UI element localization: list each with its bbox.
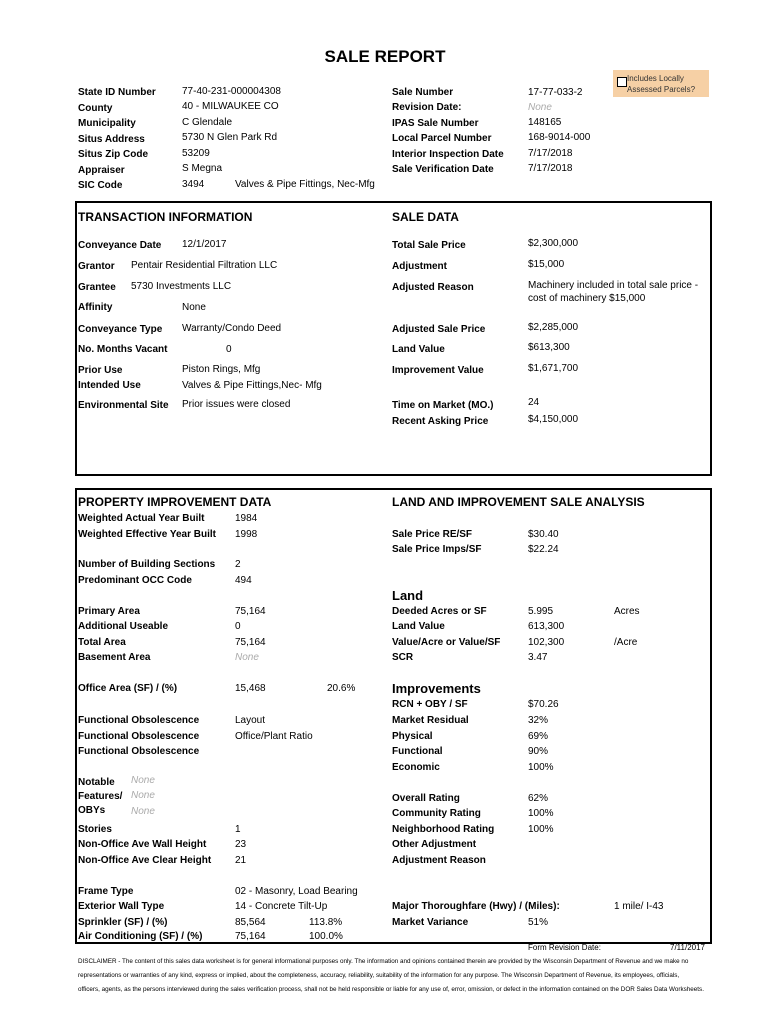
revision-date-label: Revision Date:: [392, 102, 462, 113]
office-area-label: Office Area (SF) / (%): [78, 683, 178, 694]
prior-use-value: Piston Rings, Mfg: [182, 364, 261, 375]
basement-area-label: Basement Area: [78, 652, 151, 663]
interior-inspection-value: 7/17/2018: [528, 148, 573, 159]
land-heading: Land: [392, 588, 424, 603]
recent-asking-value: $4,150,000: [528, 414, 579, 425]
sic-code-label: SIC Code: [78, 180, 123, 191]
disclaimer-line-2: representations or warranties of any kind, express or implied, about the completeness, accuracy, reliability, suitability of the information for any purpose. The Wisconsin Department of Revenue, its employees, officials,: [78, 972, 680, 979]
deeded-acres-value: 5.995: [528, 606, 554, 617]
page-title: SALE REPORT: [324, 47, 446, 66]
total-sale-price-value: $2,300,000: [528, 238, 579, 249]
num-sections-label: Number of Building Sections: [78, 559, 216, 570]
adjusted-reason-label: Adjusted Reason: [392, 282, 474, 293]
time-on-market-label: Time on Market (MO.): [392, 400, 494, 411]
frame-type-label: Frame Type: [78, 886, 134, 897]
disclaimer-line-3: officers, agents, as the persons interviewed during the sales verification process, shall not be held responsible or liable for any use of, error, omission, or defect in the information contained on the DOR Sales Data Worksheets.: [78, 986, 704, 993]
adjustment-label: Adjustment: [392, 261, 447, 272]
state-id-value: 77-40-231-000004308: [182, 86, 281, 97]
property-heading: PROPERTY IMPROVEMENT DATA: [78, 495, 272, 509]
adjusted-sale-price-label: Adjusted Sale Price: [392, 324, 486, 335]
community-rating-value: 100%: [528, 808, 554, 819]
thoroughfare-value: 1 mile/ I-43: [614, 901, 664, 912]
sale-verification-value: 7/17/2018: [528, 163, 573, 174]
air-pct: 100.0%: [309, 931, 343, 942]
office-area-value: 15,468: [235, 683, 266, 694]
interior-inspection-label: Interior Inspection Date: [392, 149, 504, 160]
community-rating-label: Community Rating: [392, 808, 481, 819]
adjustment-reason-label: Adjustment Reason: [392, 855, 486, 866]
functional-obs-1-label: Functional Obsolescence: [78, 715, 200, 726]
additional-useable-value: 0: [235, 621, 241, 632]
thoroughfare-label: Major Thoroughfare (Hwy) / (Miles):: [392, 901, 560, 912]
situs-zip-value: 53209: [182, 148, 210, 159]
analysis-land-value-value: 613,300: [528, 621, 565, 632]
locally-assessed-checkbox-area[interactable]: [613, 70, 709, 97]
situs-zip-label: Situs Zip Code: [78, 149, 148, 160]
total-sale-price-label: Total Sale Price: [392, 240, 466, 251]
form-revision-value: 7/11/2017: [670, 943, 705, 952]
analysis-heading: LAND AND IMPROVEMENT SALE ANALYSIS: [392, 495, 645, 509]
deeded-acres-unit: Acres: [614, 606, 640, 617]
air-label: Air Conditioning (SF) / (%): [78, 931, 203, 942]
notable-label-1: Notable: [78, 777, 115, 788]
office-area-pct: 20.6%: [327, 683, 356, 694]
rcn-value: $70.26: [528, 699, 559, 710]
intended-use-label: Intended Use: [78, 380, 141, 391]
improvements-heading: Improvements: [392, 681, 481, 696]
county-value: 40 - MILWAUKEE CO: [182, 101, 279, 112]
primary-area-value: 75,164: [235, 606, 266, 617]
value-acre-unit: /Acre: [614, 637, 638, 648]
stories-label: Stories: [78, 824, 112, 835]
adjusted-reason-value: Machinery included in total sale price - cost of machinery $15,000: [528, 280, 699, 304]
conveyance-type-label: Conveyance Type: [78, 324, 163, 335]
prior-use-label: Prior Use: [78, 365, 123, 376]
market-variance-label: Market Variance: [392, 917, 469, 928]
functional-label: Functional: [392, 746, 443, 757]
months-vacant-label: No. Months Vacant: [78, 344, 168, 355]
municipality-label: Municipality: [78, 118, 136, 129]
appraiser-value: S Megna: [182, 163, 223, 174]
grantor-label: Grantor: [78, 261, 115, 272]
weighted-actual-value: 1984: [235, 513, 258, 524]
value-acre-value: 102,300: [528, 637, 565, 648]
conveyance-date-value: 12/1/2017: [182, 239, 227, 250]
land-value-value: $613,300: [528, 342, 570, 353]
sale-price-re-label: Sale Price RE/SF: [392, 529, 473, 540]
stories-value: 1: [235, 824, 241, 835]
affinity-value: None: [182, 302, 206, 313]
wall-height-label: Non-Office Ave Wall Height: [78, 839, 207, 850]
rcn-label: RCN + OBY / SF: [392, 699, 468, 710]
time-on-market-value: 24: [528, 397, 540, 408]
months-vacant-value: 0: [226, 344, 232, 355]
occ-code-value: 494: [235, 575, 252, 586]
improvement-value-value: $1,671,700: [528, 363, 579, 374]
overall-rating-label: Overall Rating: [392, 793, 460, 804]
exterior-wall-label: Exterior Wall Type: [78, 901, 165, 912]
environmental-label: Environmental Site: [78, 400, 169, 411]
appraiser-label: Appraiser: [78, 165, 125, 176]
scr-value: 3.47: [528, 652, 548, 663]
grantee-value: 5730 Investments LLC: [131, 281, 232, 292]
total-area-label: Total Area: [78, 637, 126, 648]
grantee-label: Grantee: [78, 282, 116, 293]
analysis-land-value-label: Land Value: [392, 621, 445, 632]
neighborhood-rating-label: Neighborhood Rating: [392, 824, 495, 835]
deeded-acres-label: Deeded Acres or SF: [392, 606, 487, 617]
air-value: 75,164: [235, 931, 266, 942]
sale-verification-label: Sale Verification Date: [392, 164, 494, 175]
grantor-value: Pentair Residential Filtration LLC: [131, 260, 278, 271]
county-label: County: [78, 103, 113, 114]
clear-height-value: 21: [235, 855, 247, 866]
functional-obs-2-label: Functional Obsolescence: [78, 731, 200, 742]
sale-number-label: Sale Number: [392, 87, 454, 98]
basement-area-value: None: [235, 652, 259, 663]
weighted-effective-label: Weighted Effective Year Built: [78, 529, 217, 540]
conveyance-type-value: Warranty/Condo Deed: [182, 323, 282, 334]
weighted-effective-value: 1998: [235, 529, 258, 540]
sale-price-imps-label: Sale Price Imps/SF: [392, 544, 482, 555]
notable-label-3: OBYs: [78, 805, 106, 816]
functional-obs-3-label: Functional Obsolescence: [78, 746, 200, 757]
local-parcel-label: Local Parcel Number: [392, 133, 492, 144]
other-adjustment-label: Other Adjustment: [392, 839, 477, 850]
sale-price-imps-value: $22.24: [528, 544, 559, 555]
intended-use-value: Valves & Pipe Fittings,Nec- Mfg: [182, 380, 322, 391]
occ-code-label: Predominant OCC Code: [78, 575, 192, 586]
frame-type-value: 02 - Masonry, Load Bearing: [235, 886, 358, 897]
functional-value: 90%: [528, 746, 549, 757]
market-residual-value: 32%: [528, 715, 549, 726]
revision-date-value: None: [528, 102, 552, 113]
total-area-value: 75,164: [235, 637, 266, 648]
disclaimer-line-1: DISCLAIMER - The content of this sales data worksheet is for general informational purposes only. The information and opinions contained therein are provided by the Wisconsin Department of Revenue and we make no: [78, 958, 689, 965]
affinity-label: Affinity: [78, 302, 113, 313]
land-value-label: Land Value: [392, 344, 445, 355]
ipas-value: 148165: [528, 117, 562, 128]
wall-height-value: 23: [235, 839, 247, 850]
value-acre-label: Value/Acre or Value/SF: [392, 637, 501, 648]
num-sections-value: 2: [235, 559, 241, 570]
conveyance-date-label: Conveyance Date: [78, 240, 162, 251]
situs-address-value: 5730 N Glen Park Rd: [182, 132, 278, 143]
clear-height-label: Non-Office Ave Clear Height: [78, 855, 212, 866]
ipas-label: IPAS Sale Number: [392, 118, 479, 129]
locally-assessed-label: Includes Locally Assessed Parcels?: [627, 74, 696, 94]
notable-label-2: Features/: [78, 791, 123, 802]
additional-useable-label: Additional Useable: [78, 621, 169, 632]
notable-value-3: None: [131, 806, 155, 817]
sic-code-value: 3494: [182, 179, 205, 190]
sale-data-heading: SALE DATA: [392, 210, 459, 224]
adjustment-value: $15,000: [528, 259, 565, 270]
form-revision-label: Form Revision Date:: [528, 943, 601, 952]
local-parcel-value: 168-9014-000: [528, 132, 591, 143]
market-residual-label: Market Residual: [392, 715, 469, 726]
economic-value: 100%: [528, 762, 554, 773]
overall-rating-value: 62%: [528, 793, 549, 804]
market-variance-value: 51%: [528, 917, 549, 928]
recent-asking-label: Recent Asking Price: [392, 416, 489, 427]
sprinkler-pct: 113.8%: [309, 917, 343, 928]
transaction-heading: TRANSACTION INFORMATION: [78, 210, 253, 224]
situs-address-label: Situs Address: [78, 134, 145, 145]
notable-value-2: None: [131, 790, 155, 801]
exterior-wall-value: 14 - Concrete Tilt-Up: [235, 901, 328, 912]
improvement-value-label: Improvement Value: [392, 365, 484, 376]
sprinkler-label: Sprinkler (SF) / (%): [78, 917, 168, 928]
weighted-actual-label: Weighted Actual Year Built: [78, 513, 205, 524]
state-id-label: State ID Number: [78, 87, 156, 98]
locally-assessed-checkbox[interactable]: [617, 77, 627, 87]
sic-code-description: Valves & Pipe Fittings, Nec-Mfg: [235, 179, 375, 190]
adjusted-sale-price-value: $2,285,000: [528, 322, 579, 333]
physical-label: Physical: [392, 731, 433, 742]
economic-label: Economic: [392, 762, 440, 773]
sale-price-re-value: $30.40: [528, 529, 559, 540]
functional-obs-1-value: Layout: [235, 715, 266, 726]
physical-value: 69%: [528, 731, 549, 742]
neighborhood-rating-value: 100%: [528, 824, 554, 835]
environmental-value: Prior issues were closed: [182, 399, 291, 410]
sprinkler-value: 85,564: [235, 917, 266, 928]
functional-obs-2-value: Office/Plant Ratio: [235, 731, 313, 742]
scr-label: SCR: [392, 652, 414, 663]
primary-area-label: Primary Area: [78, 606, 140, 617]
municipality-value: C Glendale: [182, 117, 233, 128]
sale-number-value: 17-77-033-2: [528, 87, 583, 98]
notable-value-1: None: [131, 775, 155, 786]
